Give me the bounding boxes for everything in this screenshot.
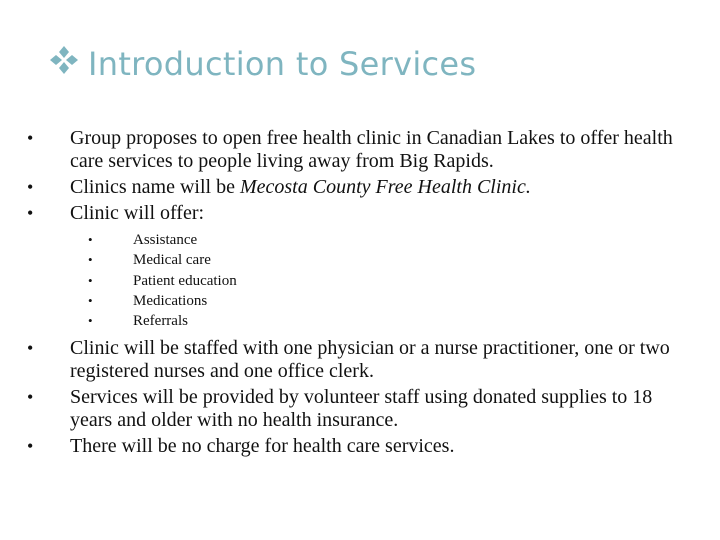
bullet-text: Group proposes to open free health clinic in Canadian Lakes to offer health care services to people living away from Big Rapids. [70,127,673,172]
bullet-item [27,386,692,432]
sub-bullet-item [88,291,692,311]
bullet-item [27,127,692,173]
bullet-text: Clinic will be staffed with one physician or a nurse practitioner, one or two registered nurses and one office clerk. [70,337,670,383]
sub-bullet-item [88,311,692,331]
bullet-text: There will be no charge for health care services. [70,435,455,458]
slide-title: Introduction to Services [88,45,477,83]
bullet-dot: • [27,436,34,457]
bullet-item [27,435,692,458]
sub-bullet-item [88,271,692,291]
sub-bullet-text: Medical care [133,252,211,269]
bullet-dot: • [27,128,34,148]
bullet-dot: • [27,387,34,408]
bullet-list [27,127,692,461]
bullet-text: Clinics name will be [70,176,240,198]
bullet-dot: • [88,232,93,247]
bullet-item [27,176,692,199]
bullet-dot: • [88,292,93,308]
clinic-name: Mecosta County Free Health Clinic. [239,176,531,198]
sub-bullet-text: Assistance [133,232,198,248]
sub-bullet-list [88,230,692,331]
bullet-text: Services will be provided by volunteer staff using donated supplies to 18 years and older with no health insurance. [70,386,653,432]
slide-title-row [49,44,476,84]
bullet-dot: • [27,177,34,197]
bullet-text: Clinic will offer: [70,202,205,224]
bullet-item [27,202,692,225]
bullet-dot: • [27,338,34,359]
sub-bullet-item [88,230,692,250]
diamond-flower-bullet-icon [49,45,79,75]
sub-bullet-text: Medications [133,292,208,309]
bullet-dot: • [27,203,34,223]
bullet-item [27,337,692,383]
bullet-dot: • [88,272,93,288]
bullet-dot: • [88,313,93,329]
sub-bullet-text: Patient education [133,272,237,289]
bullet-dot: • [88,252,93,268]
sub-bullet-text: Referrals [133,313,188,330]
sub-bullet-item [88,250,692,270]
